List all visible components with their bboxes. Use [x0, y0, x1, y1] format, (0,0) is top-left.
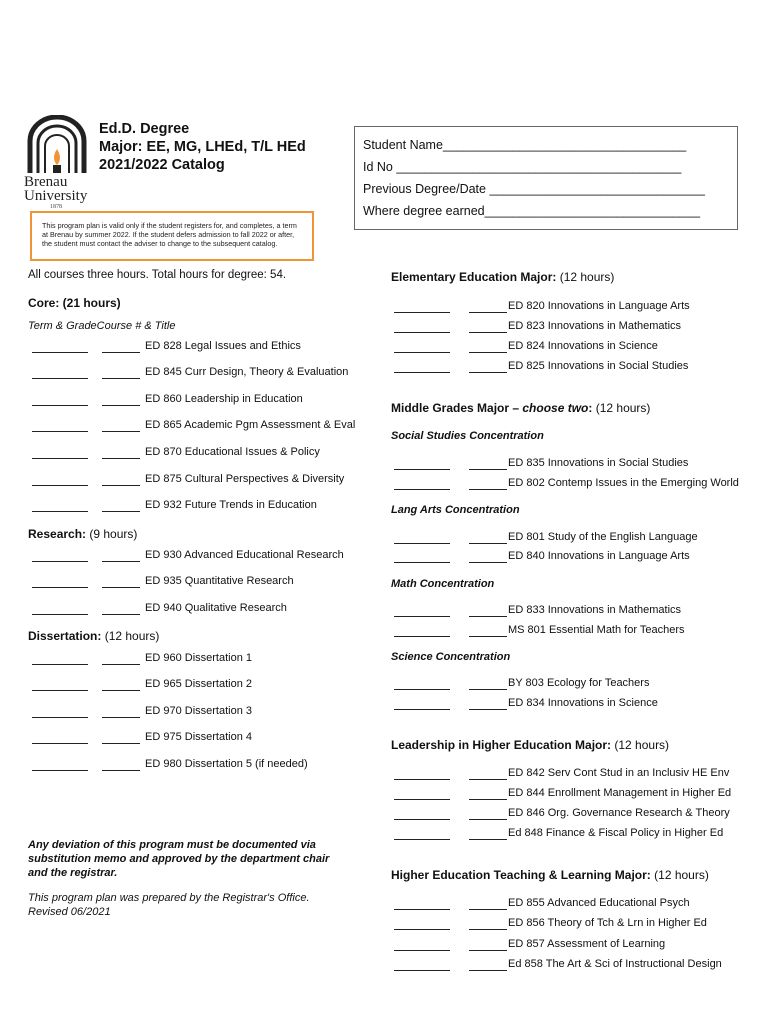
elementary-title: Elementary Education Major: (12 hours): [391, 270, 615, 284]
course-title: ED 855 Advanced Educational Psych: [508, 897, 690, 909]
course-number-blank[interactable]: [469, 469, 507, 470]
course-title: ED 833 Innovations in Mathematics: [508, 604, 682, 616]
term-grade-blank[interactable]: [394, 909, 450, 910]
term-grade-blank[interactable]: [394, 312, 450, 313]
course-title: ED 802 Contemp Issues in the Emerging World: [508, 477, 739, 489]
term-grade-blank[interactable]: [394, 950, 450, 951]
term-grade-blank[interactable]: [32, 431, 88, 432]
term-grade-blank[interactable]: [394, 779, 450, 780]
term-grade-blank[interactable]: [394, 636, 450, 637]
course-title: ED 856 Theory of Tch & Lrn in Higher Ed: [508, 917, 707, 929]
term-grade-blank[interactable]: [32, 664, 88, 665]
term-grade-blank[interactable]: [394, 352, 450, 353]
term-grade-blank[interactable]: [32, 717, 88, 718]
course-title: ED 824 Innovations in Science: [508, 340, 658, 352]
course-number-blank[interactable]: [102, 664, 140, 665]
course-number-blank[interactable]: [469, 372, 507, 373]
course-title: ED 840 Innovations in Language Arts: [508, 550, 690, 562]
course-number-blank[interactable]: [469, 489, 507, 490]
course-title: BY 803 Ecology for Teachers: [508, 677, 650, 689]
term-grade-blank[interactable]: [32, 743, 88, 744]
term-grade-blank[interactable]: [394, 709, 450, 710]
prepared-note: This program plan was prepared by the Registrar's Office.: [28, 892, 310, 904]
teaching-learning-title: Higher Education Teaching & Learning Major: (12 hours): [391, 868, 709, 882]
term-grade-blank[interactable]: [32, 485, 88, 486]
term-grade-blank[interactable]: [32, 378, 88, 379]
previous-degree-field[interactable]: Previous Degree/Date _______________________________: [363, 182, 705, 196]
course-number-blank[interactable]: [102, 405, 140, 406]
course-number-blank[interactable]: [469, 332, 507, 333]
core-subheader: Term & GradeCourse # & Title: [28, 320, 176, 332]
term-grade-blank[interactable]: [394, 799, 450, 800]
course-title: ED 801 Study of the English Language: [508, 531, 698, 543]
term-grade-blank[interactable]: [394, 819, 450, 820]
course-title: ED 930 Advanced Educational Research: [145, 549, 344, 561]
term-grade-blank[interactable]: [394, 839, 450, 840]
course-title: ED 875 Cultural Perspectives & Diversity: [145, 473, 345, 485]
program-notice: This program plan is valid only if the student registers for, and completes, a term at Brenau by summer 2022. If the student defers admission to fall 2022 or after, the student must contact the adviser to change to the subsequent catalog.: [30, 211, 314, 261]
course-number-blank[interactable]: [469, 709, 507, 710]
course-number-blank[interactable]: [102, 690, 140, 691]
course-title: ED 975 Dissertation 4: [145, 731, 252, 743]
course-number-blank[interactable]: [469, 636, 507, 637]
course-number-blank[interactable]: [102, 511, 140, 512]
course-title: ED 820 Innovations in Language Arts: [508, 300, 690, 312]
term-grade-blank[interactable]: [394, 562, 450, 563]
course-number-blank[interactable]: [469, 929, 507, 930]
term-grade-blank[interactable]: [32, 561, 88, 562]
middle-grades-title: Middle Grades Major – choose two: (12 hours): [391, 401, 651, 415]
course-title: ED 980 Dissertation 5 (if needed): [145, 758, 308, 770]
revised-note: Revised 06/2021: [28, 906, 111, 918]
total-hours: All courses three hours. Total hours for degree: 54.: [28, 269, 287, 281]
term-grade-blank[interactable]: [32, 458, 88, 459]
course-title: ED 828 Legal Issues and Ethics: [145, 340, 301, 352]
term-grade-blank[interactable]: [32, 587, 88, 588]
course-number-blank[interactable]: [102, 743, 140, 744]
term-grade-blank[interactable]: [32, 405, 88, 406]
course-number-blank[interactable]: [469, 562, 507, 563]
course-title: ED 845 Curr Design, Theory & Evaluation: [145, 366, 349, 378]
course-title: ED 870 Educational Issues & Policy: [145, 446, 320, 458]
course-number-blank[interactable]: [469, 819, 507, 820]
term-grade-blank[interactable]: [32, 511, 88, 512]
term-grade-blank[interactable]: [394, 543, 450, 544]
degree-title: Ed.D. Degree: [99, 121, 190, 137]
course-title: ED 932 Future Trends in Education: [145, 499, 317, 511]
course-number-blank[interactable]: [102, 458, 140, 459]
course-number-blank[interactable]: [469, 799, 507, 800]
course-number-blank[interactable]: [469, 689, 507, 690]
term-grade-blank[interactable]: [394, 616, 450, 617]
term-grade-blank[interactable]: [394, 970, 450, 971]
course-title: ED 834 Innovations in Science: [508, 697, 658, 709]
logo-name-line2: University: [24, 188, 88, 204]
core-title: Core: (21 hours): [28, 296, 121, 310]
course-number-blank[interactable]: [469, 839, 507, 840]
term-grade-blank[interactable]: [32, 690, 88, 691]
term-grade-blank[interactable]: [394, 929, 450, 930]
lang-arts-title: Lang Arts Concentration: [391, 504, 520, 516]
term-grade-blank[interactable]: [394, 689, 450, 690]
course-title: ED 844 Enrollment Management in Higher Ed: [508, 787, 732, 799]
course-number-blank[interactable]: [102, 770, 140, 771]
course-title: ED 935 Quantitative Research: [145, 575, 294, 587]
course-number-blank[interactable]: [469, 970, 507, 971]
course-number-blank[interactable]: [469, 950, 507, 951]
logo-name-line1: Brenau: [24, 174, 68, 190]
course-number-blank[interactable]: [102, 561, 140, 562]
logo-year: 1878: [50, 204, 62, 210]
social-studies-title: Social Studies Concentration: [391, 430, 544, 442]
course-number-blank[interactable]: [469, 616, 507, 617]
major-title: Major: EE, MG, LHEd, T/L HEd: [99, 139, 306, 155]
degree-earned-field[interactable]: Where degree earned_______________________________: [363, 204, 701, 218]
math-title: Math Concentration: [391, 578, 495, 590]
course-title: ED 960 Dissertation 1: [145, 652, 252, 664]
course-title: ED 965 Dissertation 2: [145, 678, 252, 690]
course-number-blank[interactable]: [469, 312, 507, 313]
course-title: ED 825 Innovations in Social Studies: [508, 360, 689, 372]
course-number-blank[interactable]: [469, 543, 507, 544]
term-grade-blank[interactable]: [32, 352, 88, 353]
course-title: ED 970 Dissertation 3: [145, 705, 252, 717]
term-grade-blank[interactable]: [394, 489, 450, 490]
course-title: ED 846 Org. Governance Research & Theory: [508, 807, 730, 819]
course-number-blank[interactable]: [102, 485, 140, 486]
course-title: ED 860 Leadership in Education: [145, 393, 303, 405]
student-name-field[interactable]: Student Name___________________________________: [363, 138, 687, 152]
course-number-blank[interactable]: [102, 587, 140, 588]
course-title: ED 835 Innovations in Social Studies: [508, 457, 689, 469]
term-grade-blank[interactable]: [394, 469, 450, 470]
course-number-blank[interactable]: [102, 352, 140, 353]
course-number-blank[interactable]: [469, 779, 507, 780]
course-number-blank[interactable]: [469, 909, 507, 910]
term-grade-blank[interactable]: [32, 614, 88, 615]
course-number-blank[interactable]: [102, 378, 140, 379]
course-title: ED 823 Innovations in Mathematics: [508, 320, 682, 332]
course-title: ED 857 Assessment of Learning: [508, 938, 666, 950]
course-title: Ed 858 The Art & Sci of Instructional Design: [508, 958, 722, 970]
course-number-blank[interactable]: [102, 614, 140, 615]
term-grade-blank[interactable]: [394, 372, 450, 373]
research-title: Research: (9 hours): [28, 527, 138, 541]
leadership-title: Leadership in Higher Education Major: (12 hours): [391, 738, 670, 752]
deviation-note: Any deviation of this program must be documented via substitution memo and approved by the department chair and the registrar.: [28, 839, 330, 879]
dissertation-title: Dissertation: (12 hours): [28, 629, 160, 643]
course-title: ED 842 Serv Cont Stud in an Inclusiv HE Env: [508, 767, 730, 779]
course-number-blank[interactable]: [102, 717, 140, 718]
catalog-title: 2021/2022 Catalog: [99, 157, 225, 173]
course-title: ED 940 Qualitative Research: [145, 602, 287, 614]
course-title: MS 801 Essential Math for Teachers: [508, 624, 685, 636]
course-title: Ed 848 Finance & Fiscal Policy in Higher Ed: [508, 827, 724, 839]
term-grade-blank[interactable]: [394, 332, 450, 333]
course-number-blank[interactable]: [102, 431, 140, 432]
course-title: ED 865 Academic Pgm Assessment & Eval: [145, 419, 356, 431]
science-title: Science Concentration: [391, 651, 511, 663]
term-grade-blank[interactable]: [32, 770, 88, 771]
course-number-blank[interactable]: [469, 352, 507, 353]
id-number-field[interactable]: Id No _________________________________________: [363, 160, 682, 174]
